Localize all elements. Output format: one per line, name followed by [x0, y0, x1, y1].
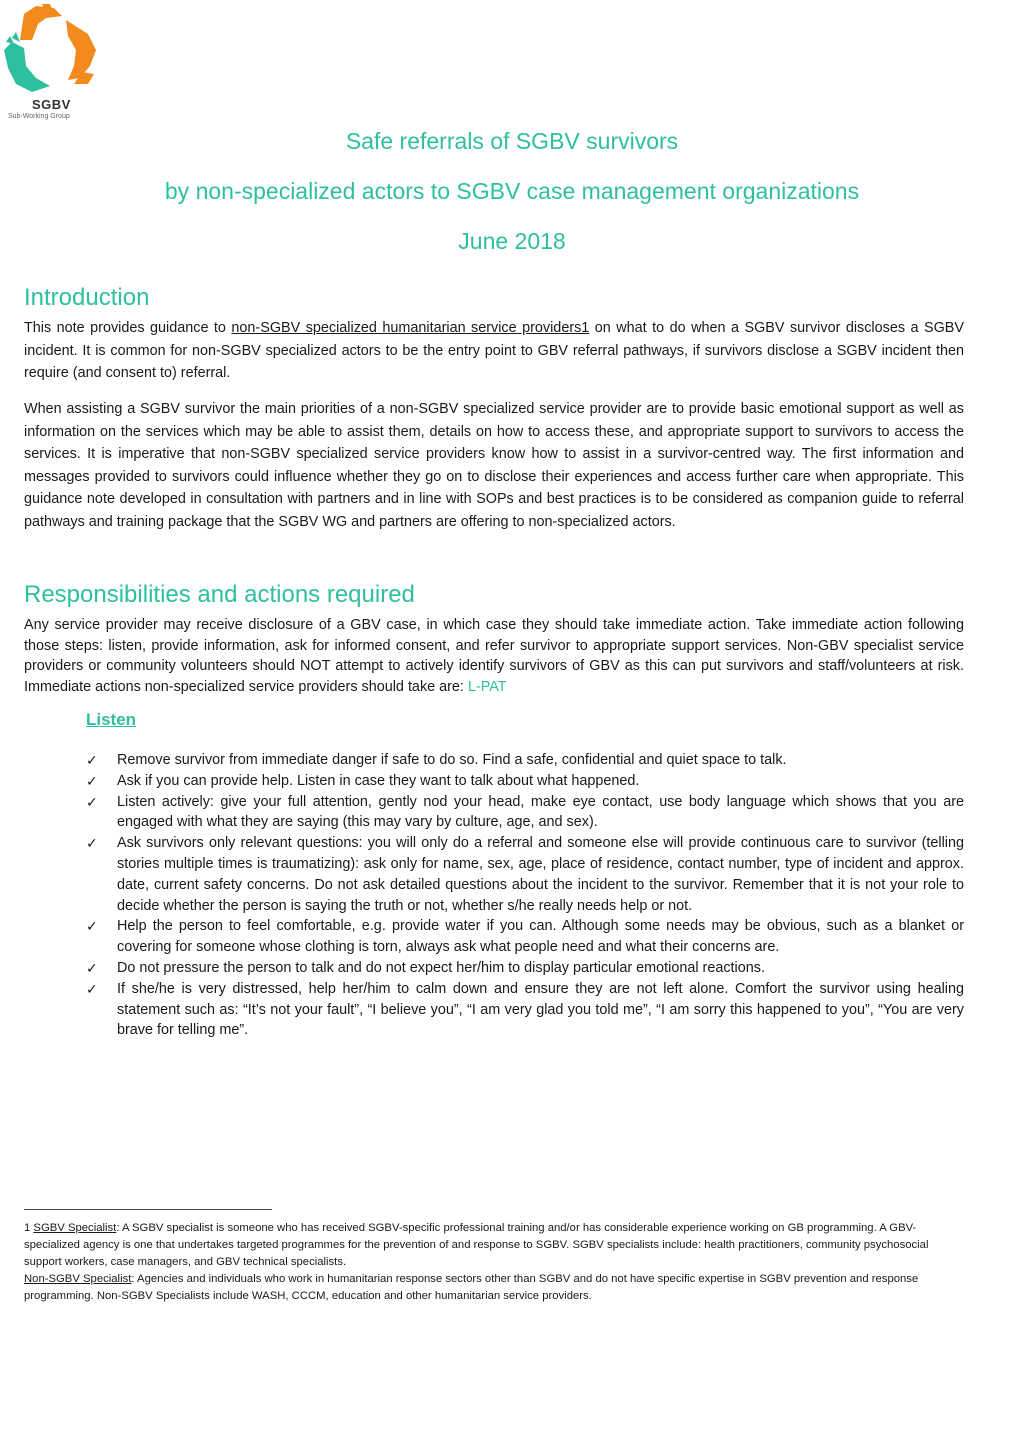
- hands-circle-logo-icon: [2, 0, 98, 96]
- listen-item-text: Ask survivors only relevant questions: you will only do a referral and someone else will provide continuous care to survivor (telling stories multiple times is traumatizing): ask only for name, sex, age, place of residence, contact number, type of incident and approx. date, current safety concerns. Do not ask detailed questions about the incident to the survivor. Remember that it is not your role to decide whether the person is saying the truth or not, whether s/he really needs help or not.: [117, 835, 964, 914]
- intro-text-start: This note provides guidance to: [24, 320, 232, 336]
- responsibilities-heading: Responsibilities and actions required: [24, 581, 415, 608]
- footnote-1: [24, 1220, 964, 1271]
- responsibilities-paragraph: [24, 615, 964, 698]
- check-mark-icon: ✓: [86, 835, 98, 852]
- logo-subtitle: Sub-Working Group: [8, 113, 70, 120]
- footnote-1-text: : A SGBV specialist is someone who has received SGBV-specific professional training and/or has considerable experience working on GB programming. A GBV-specialized agency is one that undertakes targeted programmes for the prevention of and response to SGBV. SGBV specialists include: health practitioners, community psychosocial support workers, case managers, and GBV technical specialists.: [24, 1222, 929, 1268]
- listen-item-text: Remove survivor from immediate danger if safe to do so. Find a safe, confidential and quiet space to talk.: [117, 752, 787, 768]
- check-mark-icon: ✓: [86, 793, 98, 810]
- check-mark-icon: ✓: [86, 772, 98, 789]
- responsibilities-text: Any service provider may receive disclosure of a GBV case, in which case they should take immediate action. Take immediate action following those steps: listen, provide information, ask for informed consent, and refer survivor to appropriate support services. Non-GBV specialist service providers or community volunteers should NOT attempt to actively identify survivors of GBV as this can put survivors and staff/volunteers at risk. Immediate actions non-specialized service providers should take are:: [24, 617, 964, 696]
- footnote-2: [24, 1271, 964, 1305]
- listen-item-text: Help the person to feel comfortable, e.g. provide water if you can. Although some needs may be obvious, such as a blanket or covering for someone whose clothing is torn, always ask what people need and what their concerns are.: [117, 918, 964, 956]
- document-subtitle: by non-specialized actors to SGBV case management organizations: [164, 178, 860, 204]
- check-mark-icon: ✓: [86, 752, 98, 768]
- listen-item: [86, 979, 964, 1041]
- introduction-paragraph-1: [24, 317, 964, 385]
- check-mark-icon: ✓: [86, 959, 98, 976]
- listen-item: [86, 792, 964, 834]
- introduction-heading: Introduction: [24, 284, 150, 311]
- non-sgbv-providers-link[interactable]: non-SGBV specialized humanitarian service providers1: [231, 320, 590, 336]
- listen-item-text: Listen actively: give your full attention, gently nod your head, make eye contact, use body language which shows that you are engaged with what they are saying (this may vary by culture, age, and sex).: [117, 793, 964, 831]
- listen-item: [86, 771, 964, 792]
- logo-title: SGBV: [32, 97, 71, 112]
- listen-checklist: [86, 750, 964, 1041]
- introduction-paragraph-2: When assisting a SGBV survivor the main priorities of a non-SGBV specialized service provider are to provide basic emotional support as well as information on the services which may be able to assist them, details on how to access these, and appropriate support to survivors to access the services. It is imperative that non-SGBV specialized service providers know how to assist in a survivor-centred way. The first information and messages provided to survivors could influence whether they go on to disclose their experiences and access further care when appropriate. This guidance note developed in consultation with partners and in line with SOPs and best practices is to be considered as companion guide to referral pathways and training package that the SGBV WG and partners are offering to non-specialized actors.: [24, 401, 964, 530]
- lpat-acronym: L-PAT: [467, 679, 507, 696]
- listen-item-text: If she/he is very distressed, help her/him to calm down and ensure they are not left alone. Comfort the survivor using healing statement such as: “It’s not your fault”, “I believe you”, “I am very glad you told me”, “I am sorry this happened to you”, “You are very brave for telling me”.: [117, 980, 964, 1039]
- check-mark-icon: ✓: [86, 918, 98, 935]
- listen-item: [86, 833, 964, 916]
- document-title: Safe referrals of SGBV survivors: [345, 128, 679, 154]
- footnote-2-text: : Agencies and individuals who work in humanitarian response sectors other than SGBV and do not have specific expertise in SGBV prevention and response programming. Non-SGBV Specialists include WASH, CCCM, education and other humanitarian service providers.: [24, 1273, 919, 1302]
- footnote-divider: [24, 1209, 272, 1210]
- listen-item: [86, 750, 964, 771]
- listen-heading: Listen: [86, 710, 137, 729]
- footnote-term-non-sgbv-specialist: Non-SGBV Specialist: [24, 1273, 132, 1285]
- listen-item: [86, 958, 964, 979]
- footnotes: [24, 1220, 964, 1305]
- footnote-number: 1: [24, 1222, 34, 1234]
- listen-item-text: Do not pressure the person to talk and do not expect her/him to display particular emotional reactions.: [117, 959, 765, 976]
- intro-text-end: on what to do when a SGBV survivor discloses a SGBV incident. It is common for non-SGBV specialized actors to be the entry point to GBV referral pathways, if survivors disclose a SGBV incident then require (and consent to) referral.: [24, 320, 964, 381]
- check-mark-icon: ✓: [86, 980, 98, 997]
- document-date: June 2018: [458, 228, 566, 254]
- footnote-term-sgbv-specialist: SGBV Specialist: [33, 1222, 117, 1234]
- listen-item: [86, 916, 964, 958]
- listen-item-text: Ask if you can provide help. Listen in case they want to talk about what happened.: [117, 772, 640, 789]
- sgbv-logo: [2, 0, 98, 124]
